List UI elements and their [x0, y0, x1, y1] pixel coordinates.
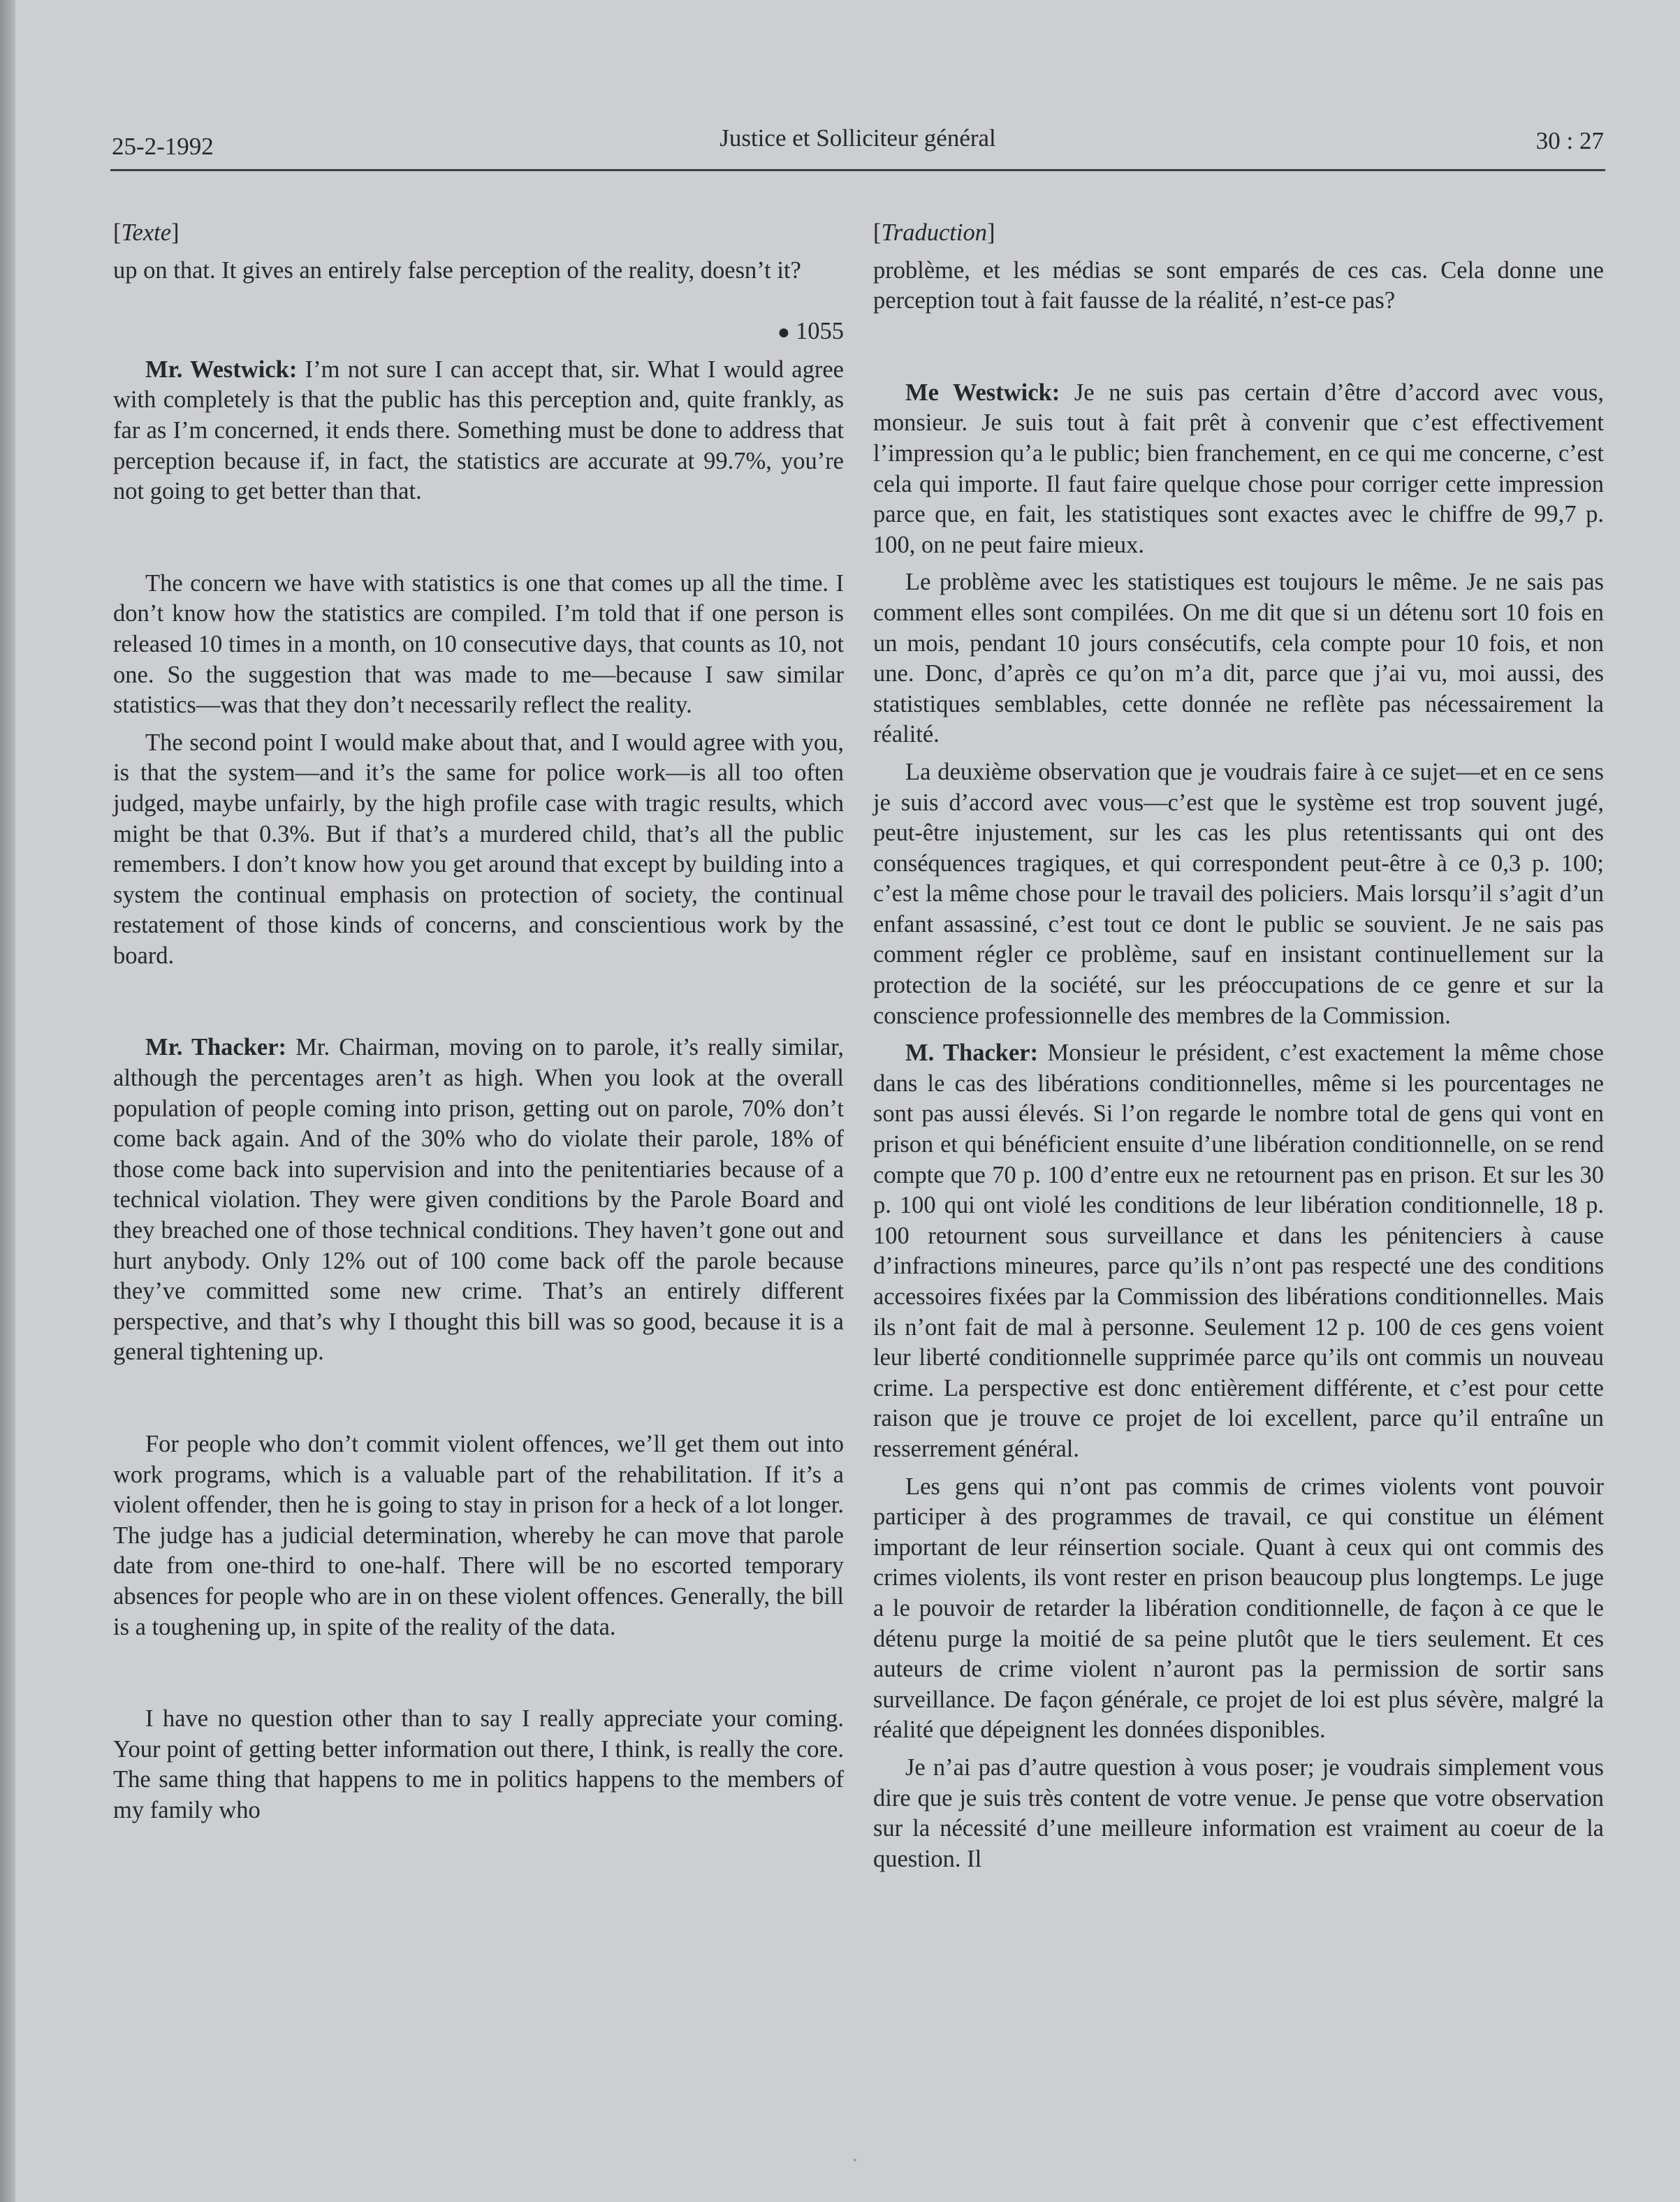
spacer: [873, 316, 1604, 378]
spacer: [873, 750, 1604, 757]
spacer: [873, 1746, 1604, 1753]
spacer: [113, 1368, 844, 1429]
scan-edge: [0, 0, 15, 2202]
spacer: [113, 348, 844, 355]
spacer: [873, 560, 1604, 567]
document-page: [15, 0, 1680, 2202]
paragraph: Les gens qui n’ont pas commis de crimes violents vont pouvoir participer à des programmes de travail, ce qui constitue un élément important de leur réinsertion sociale. Quant à ceux qui ont commis des crimes violents, ils vont rester en prison beaucoup plus longtemps. Le juge a le pouvoir de retarder la libération conditionnelle, de façon à ce que le détenu purge la moitié de sa peine plutôt que le tiers seulement. Et ces auteurs de crime violent n’auront pas la permission de sortir sans surveillance. De façon générale, ce projet de loi est plus sévère, malgré la réalité que dépeignent les données disponibles.: [873, 1473, 1604, 1744]
header-rule: [110, 169, 1605, 171]
paragraph: Le problème avec les statistiques est toujours le même. Je ne sais pas comment elles sont compilées. On me dit que si un détenu sort 10 fois en un mois, pendant 10 jours consécutifs, cela compte pour 10 fois, et non une. Donc, d’après ce qu’on m’a dit, parce que j’ai vu, moi aussi, des statistiques semblables, cette donnée ne reflète pas nécessairement la réalité.: [873, 569, 1604, 748]
paragraph: up on that. It gives an entirely false perception of the reality, doesn’t it?: [113, 256, 801, 284]
speaker-name: Me Westwick:: [905, 379, 1060, 406]
paragraph-speaker: [873, 378, 1604, 561]
section-tag-traduction: [Traduction]: [873, 219, 995, 246]
spacer: [113, 507, 844, 569]
spacer: [113, 286, 844, 316]
header-title: Justice et Solliciteur général: [720, 124, 996, 152]
header-date: 25-2-1992: [112, 133, 214, 160]
speech-text: Mr. Chairman, moving on to parole, it’s really similar, although the percentages aren’t as high. When you look at the overall population of people coming into prison, getting out on parole, 70% don’t come back again. And of the 30% who do violate their parole, 18% of those come back into supervision and into the penitentiaries because of a technical violation. They were given conditions by the Parole Board and they breached one of those technical conditions. They haven’t gone out and hurt anybody. Only 12% out of 100 come back off the parole because they’ve committed some new crime. That’s an entirely different perspective, and that’s why I thought this bill was so good, because it is a general tightening up.: [113, 1034, 844, 1366]
section-tag-label: Texte: [121, 219, 172, 246]
bullet-icon: ●: [777, 321, 790, 344]
paragraph-speaker: [873, 1038, 1604, 1464]
paragraph: For people who don’t commit violent offences, we’ll get them out into work programs, which is a valuable part of the rehabilitation. If it’s a violent offender, then he is going to stay in prison for a heck of a lot longer. The judge has a judicial determination, whereby he can move that parole date from one-third to one-half. There will be no escorted temporary absences for people who are in on these violent offences. Generally, the bill is a toughening up, in spite of the reality of the data.: [113, 1431, 844, 1640]
scan-speck: [854, 2159, 856, 2161]
spacer: [113, 721, 844, 728]
page-header: [112, 124, 1604, 168]
paragraph: La deuxième observation que je voudrais faire à ce sujet—et en ce sens je suis d’accord avec vous—c’est que le système est trop souvent jugé, peut-être injustement, sur les cas les plus retentissants qui ont des conséquences tragiques, et qui correspondent peut-être à ce 0,3 p. 100; c’est la même chose pour le travail des policiers. Mais lorsqu’il s’agit d’un enfant assassiné, c’est tout ce dont le public se souvient. Je ne sais pas comment régler ce problème, sauf en insistant continuellement sur la protection de la société, sur les préoccupations de ce genre et sur la conscience professionnelle des membres de la Commission.: [873, 758, 1604, 1029]
speech-text: Je ne suis pas certain d’être d’accord avec vous, monsieur. Je suis tout à fait prêt à convenir que c’est effectivement l’impression qu’a le public; bien franchement, en ce qui me concerne, c’est cela qui importe. Il faut faire quelque chose pour corriger cette impression parce que, en fait, les statistiques sont exactes avec le chiffre de 99,7 p. 100, on ne peut faire mieux.: [873, 379, 1604, 558]
speech-text: I’m not sure I can accept that, sir. What I would agree with completely is that the public has this perception and, quite frankly, as far as I’m concerned, it ends there. Something must be done to address that perception because if, in fact, the statistics are accurate at 99.7%, you’re not going to get better than that.: [113, 356, 844, 505]
paragraph: I have no question other than to say I really appreciate your coming. Your point of getting better information out there, I think, is really the core. The same thing that happens to me in politics happens to the members of my family who: [113, 1705, 844, 1823]
timestamp: [113, 316, 844, 348]
speaker-name: Mr. Westwick:: [145, 356, 298, 383]
spacer: [873, 1465, 1604, 1472]
paragraph: problème, et les médias se sont emparés de ces cas. Cela donne une perception tout à fait fausse de la réalité, n’est-ce pas?: [873, 256, 1604, 314]
section-tag-text: [Texte]: [113, 219, 180, 246]
paragraph: Je n’ai pas d’autre question à vous poser; je voudrais simplement vous dire que je suis très content de votre venue. Je pense que votre observation sur la nécessité d’une meilleure information est vraiment au coeur de la question. Il: [873, 1753, 1604, 1872]
speech-text: Monsieur le président, c’est exactement la même chose dans le cas des libérations conditionnelles, même si les pourcentages ne sont pas aussi élevés. Si l’on regarde le nombre total de gens qui vont en prison et qui bénéficient ensuite d’une libération conditionnelle, on se rend compte que 70 p. 100 d’entre eux ne retournent pas en prison. Et sur les 30 p. 100 qui ont violé les conditions de leur libération conditionnelle, 18 p. 100 retournent sous surveillance et dans les pénitenciers à cause d’infractions mineures, parce qu’ils n’ont pas respecté une des conditions accessoires fixées par la Commission des libérations conditionnelles. Mais ils n’ont fait de mal à personne. Seulement 12 p. 100 de ces gens voient leur liberté conditionnelle supprimée parce qu’ils ont commis un nouveau crime. La perspective est donc entièrement différente, et c’est pour cette raison que je trouve ce projet de loi excellent, parce qu’il entraîne un resserrement général.: [873, 1040, 1604, 1462]
speaker-name: M. Thacker:: [905, 1040, 1039, 1067]
column-english: [113, 218, 844, 1826]
paragraph-speaker: [113, 1033, 844, 1368]
speaker-name: Mr. Thacker:: [145, 1034, 287, 1061]
timestamp-value: 1055: [796, 318, 844, 345]
column-french: [873, 218, 1604, 1874]
header-page-number: 30 : 27: [1535, 127, 1604, 154]
spacer: [873, 1031, 1604, 1038]
spacer: [113, 971, 844, 1033]
spacer: [113, 1642, 844, 1704]
section-tag-label: Traduction: [881, 219, 987, 246]
paragraph-speaker: [113, 355, 844, 507]
paragraph: The second point I would make about that, and I would agree with you, is that the system—and it’s the same for police work—is all too often judged, maybe unfairly, by the high profile case with tragic results, which might be that 0.3%. But if that’s a murdered child, that’s all the public remembers. I don’t know how you get around that except by building into a system the continual emphasis on protection of society, the continual restatement of those kinds of concerns, and conscientious work by the board.: [113, 729, 844, 969]
paragraph: The concern we have with statistics is one that comes up all the time. I don’t know how the statistics are compiled. I’m told that if one person is released 10 times in a month, on 10 consecutive days, that counts as 10, not one. So the suggestion that was made to me—because I saw similar statistics—was that they don’t necessarily reflect the reality.: [113, 569, 844, 719]
